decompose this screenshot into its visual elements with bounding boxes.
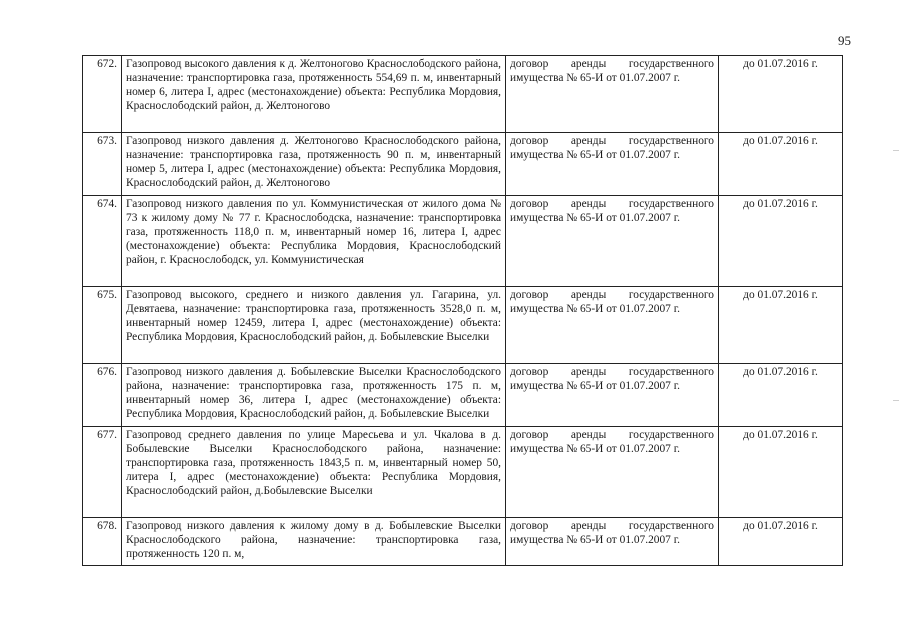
table-row [83, 364, 843, 427]
property-description: Газопровод низкого давления д. Бобылевские Выселки Краснослободского района, назначение: транспортировка газа, протяженность 175 п. м, инвентарный номер 36, литера I, адрес (местонахождение) объекта: Республика Мордовия, Краснослободский район, д. Бобылевские Выселки [122, 364, 506, 427]
registry-table [82, 55, 843, 566]
contract-basis: договор аренды государственного имущества № 65-И от 01.07.2007 г. [506, 518, 719, 566]
row-number: 672. [83, 56, 122, 133]
row-number: 674. [83, 196, 122, 287]
row-number: 677. [83, 427, 122, 518]
table-row [83, 56, 843, 133]
registry-table-frame [80, 55, 846, 594]
property-description: Газопровод высокого, среднего и низкого давления ул. Гагарина, ул. Девятаева, назначение: транспортировка газа, протяженность 3528,0 п. м, инвентарный номер 12459, литера I, адрес (местонахождение) объекта: Республика Мордовия, Краснослободский район, д. Бобылевские Выселки [122, 287, 506, 364]
term-date: до 01.07.2016 г. [719, 196, 843, 287]
scan-artifact [893, 150, 899, 151]
table-row [83, 427, 843, 518]
term-date: до 01.07.2016 г. [719, 287, 843, 364]
table-row [83, 518, 843, 566]
table-row [83, 196, 843, 287]
row-number: 673. [83, 133, 122, 196]
scan-artifact [893, 400, 899, 401]
row-number: 678. [83, 518, 122, 566]
property-description: Газопровод высокого давления к д. Желтоногово Краснослободского района, назначение: транспортировка газа, протяженность 554,69 п. м, инвентарный номер 6, литера I, адрес (местонахождение) объекта: Республика Мордовия, Краснослободский район, д. Желтоногово [122, 56, 506, 133]
contract-basis: договор аренды государственного имущества № 65-И от 01.07.2007 г. [506, 427, 719, 518]
property-description: Газопровод низкого давления по ул. Коммунистическая от жилого дома № 73 к жилому дому № 77 г. Краснослободска, назначение: транспортировка газа, протяженность 118,0 п. м, инвентарный номер 16, литера I, адрес (местонахождение) объекта: Республика Мордовия, Краснослободский район, г. Краснослободск, ул. Коммунистическая [122, 196, 506, 287]
row-number: 675. [83, 287, 122, 364]
property-description: Газопровод низкого давления к жилому дому в д. Бобылевские Выселки Краснослободского района, назначение: транспортировка газа, протяженность 120 п. м, [122, 518, 506, 566]
page-number: 95 [838, 33, 851, 48]
contract-basis: договор аренды государственного имущества № 65-И от 01.07.2007 г. [506, 56, 719, 133]
row-number: 676. [83, 364, 122, 427]
term-date: до 01.07.2016 г. [719, 56, 843, 133]
contract-basis: договор аренды государственного имущества № 65-И от 01.07.2007 г. [506, 364, 719, 427]
contract-basis: договор аренды государственного имущества № 65-И от 01.07.2007 г. [506, 287, 719, 364]
term-date: до 01.07.2016 г. [719, 364, 843, 427]
term-date: до 01.07.2016 г. [719, 427, 843, 518]
term-date: до 01.07.2016 г. [719, 518, 843, 566]
contract-basis: договор аренды государственного имущества № 65-И от 01.07.2007 г. [506, 133, 719, 196]
property-description: Газопровод среднего давления по улице Маресьева и ул. Чкалова в д. Бобылевские Выселки Краснослободского района, назначение: транспортировка газа, протяженность 1843,5 п. м, инвентарный номер 50, литера I, адрес (местонахождение) объекта: Республика Мордовия, Краснослободский район, д.Бобылевские Выселки [122, 427, 506, 518]
property-description: Газопровод низкого давления д. Желтоногово Краснослободского района, назначение: транспортировка газа, протяженность 90 п. м, инвентарный номер 5, литера I, адрес (местонахождение) объекта: Республика Мордовия, Краснослободский район, д. Желтоногово [122, 133, 506, 196]
table-row [83, 133, 843, 196]
contract-basis: договор аренды государственного имущества № 65-И от 01.07.2007 г. [506, 196, 719, 287]
term-date: до 01.07.2016 г. [719, 133, 843, 196]
table-row [83, 287, 843, 364]
